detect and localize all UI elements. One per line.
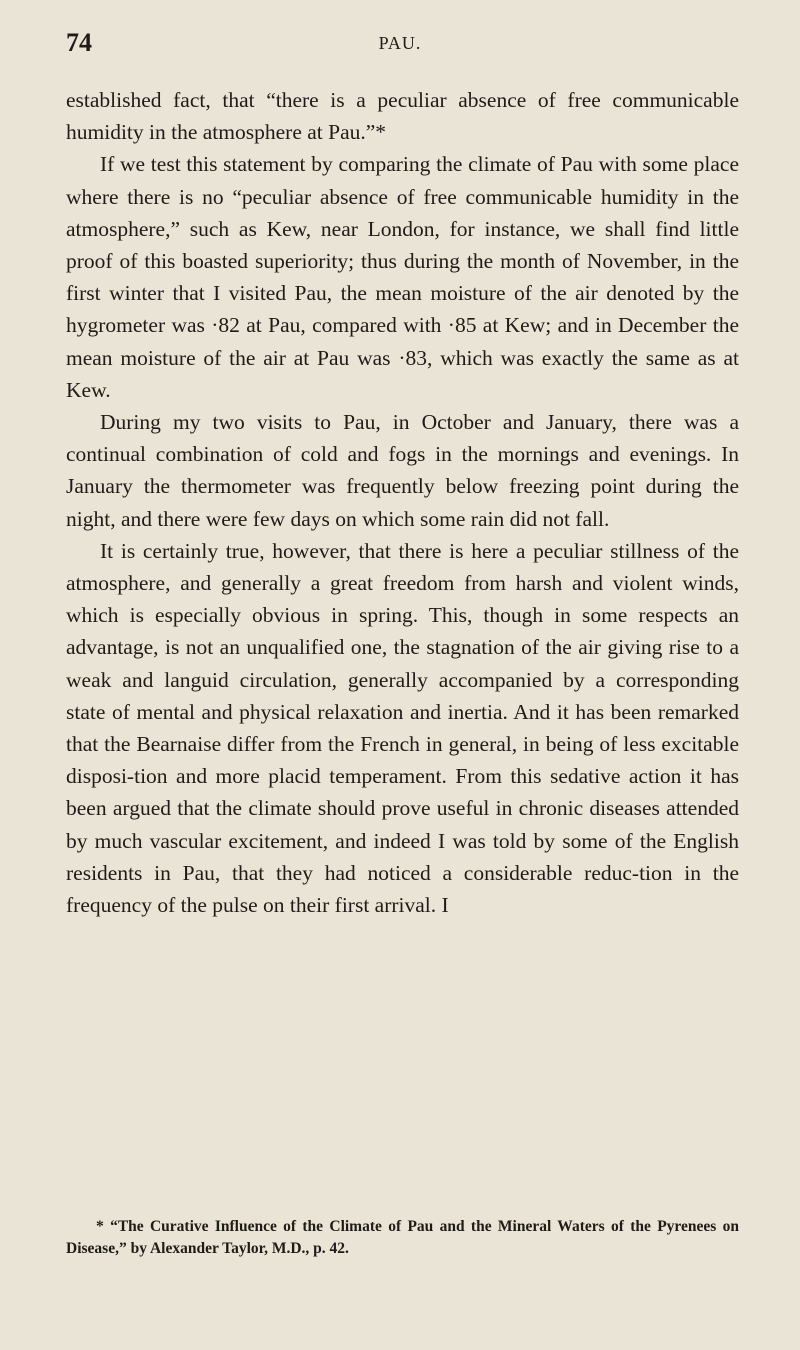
paragraph-visits: During my two visits to Pau, in October and January, there was a continual combination of cold and fogs in the mornings and evenings. In January the thermometer was frequently below freezing point during the night, and there were few days on which some rain did not fall.: [66, 410, 739, 531]
page-number: 74: [66, 28, 92, 57]
paragraph-kew-comparison: If we test this statement by comparing the climate of Pau with some place where there is no “peculiar absence of free communicable humidity in the atmosphere,” such as Kew, near London, for instance, we shall find little proof of this boasted superiority; thus during the month of November, in the first winter that I visited Pau, the mean moisture of the air denoted by the hygrometer was ·82 at Pau, compared with ·85 at Kew; and in December the mean moisture of the air at Pau was ·83, which was exactly the same as at Kew.: [66, 152, 739, 402]
footnote: [66, 1216, 739, 1260]
paragraph-stillness: It is certainly true, however, that there is here a peculiar stillness of the atmosphere, and generally a great freedom from harsh and violent winds, which is especially obvious in spring. This, though in some respects an advantage, is not an unqualified one, the stagnation of the air giving rise to a weak and languid circulation, generally accompanied by a corresponding state of mental and physical relaxation and inertia. And it has been remarked that the Bearnaise differ from the French in general, in being of less excitable disposi-tion and more placid temperament. From this sedative action it has been argued that the climate should prove useful in chronic diseases attended by much vascular excitement, and indeed I was told by some of the English residents in Pau, that they had noticed a considerable reduc-tion in the frequency of the pulse on their first arrival. I: [66, 538, 739, 918]
running-title: PAU.: [378, 33, 422, 53]
body-text: [66, 84, 739, 921]
paragraph-continuation: established fact, that “there is a peculiar absence of free communicable humidity in the atmosphere at Pau.”*: [66, 88, 739, 145]
footnote-text: * “The Curative Influence of the Climate of Pau and the Mineral Waters of the Pyrenees on Disease,” by Alexander Taylor, M.D., p. 42.: [66, 1218, 739, 1257]
running-head: [66, 28, 734, 62]
